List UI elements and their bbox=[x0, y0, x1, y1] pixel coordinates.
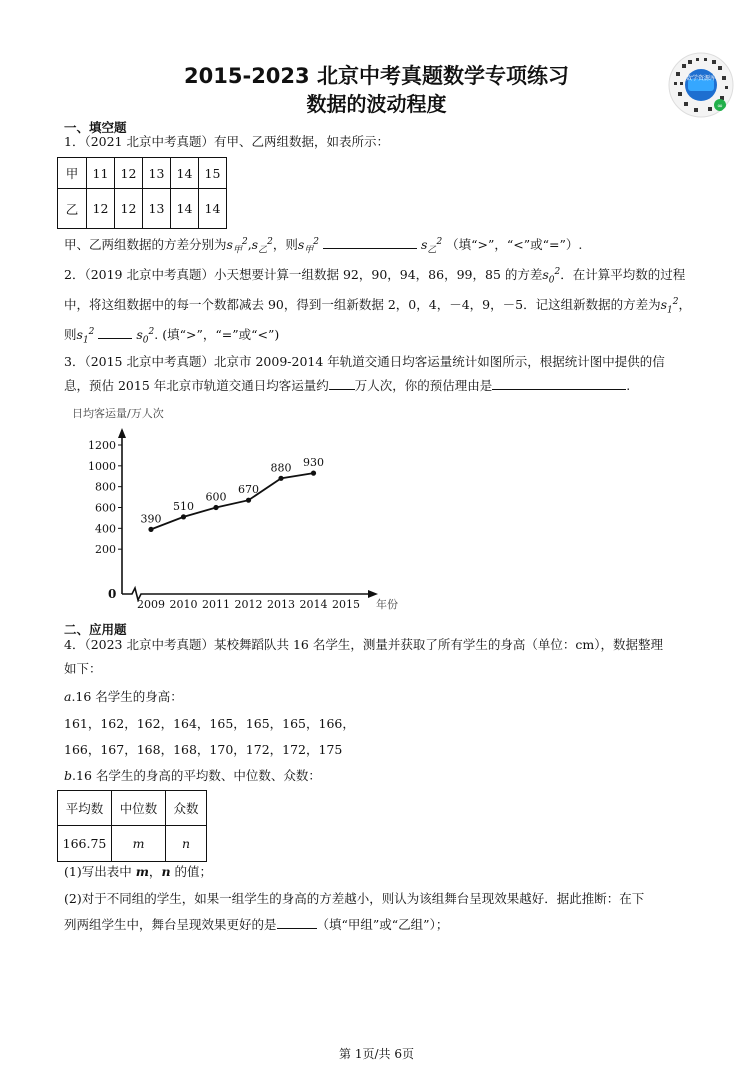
q2-text: 则 bbox=[64, 327, 77, 343]
q4-heights-1: 161，162，162，164，165，165，165，166， bbox=[64, 716, 355, 731]
y-tick-label: 1200 bbox=[88, 439, 116, 452]
q2-line-2 bbox=[64, 293, 691, 320]
item-text: .16 名学生的身高的平均数、中位数、众数： bbox=[72, 768, 321, 783]
q4-text: （填“甲组”或“乙组”）； bbox=[316, 917, 449, 932]
table-cell: n bbox=[166, 826, 207, 862]
q3-text: . bbox=[626, 378, 631, 393]
q4-line-2: 如下： bbox=[64, 661, 102, 676]
math-s0-sq: $s_0^2$ bbox=[542, 267, 561, 286]
q4-text: 列两组学生中，舞台呈现效果更好的是 bbox=[64, 917, 277, 932]
q4-stats-table bbox=[57, 790, 207, 862]
data-point bbox=[148, 527, 153, 532]
q4-heights-2: 166，167，168，168，170，172，172，175 bbox=[64, 742, 343, 757]
q4-item-a bbox=[64, 688, 183, 706]
q2-text: . (填“>”，“=”或“<”) bbox=[154, 327, 280, 343]
data-label: 670 bbox=[238, 483, 259, 497]
q2-text: 中，将这组数据中的每一个数都减去 90，得到一组新数据 2，0，4，－4，9，－5．记这组新数据的方差为 bbox=[64, 297, 661, 313]
table-cell: 11 bbox=[87, 158, 115, 189]
y-tick-label: 800 bbox=[95, 480, 116, 494]
item-label: b bbox=[64, 768, 73, 783]
item-text: .16 名学生的身高： bbox=[71, 689, 183, 704]
data-point bbox=[311, 471, 316, 476]
x-tick-label: 2011 bbox=[202, 598, 230, 611]
q1-data-table bbox=[57, 157, 227, 229]
q4-line-1: 4．（2023 北京中考真题）某校舞蹈队共 16 名学生，测量并获取了所有学生的身高（单位：cm），数据整理 bbox=[64, 637, 663, 652]
table-cell: 12 bbox=[115, 189, 143, 229]
x-tick-label: 2014 bbox=[299, 598, 328, 611]
section-heading-application: 二、应用题 bbox=[64, 622, 127, 637]
table-cell: 13 bbox=[143, 158, 171, 189]
q2-text: ， bbox=[678, 297, 691, 313]
q1-question-line: 甲、乙两组数据的方差分别为$s_甲^2,s_乙^2$，则$s_甲^2$ $s_乙^2$ （填“>”，“<”或“=”）. bbox=[64, 237, 583, 256]
data-label: 600 bbox=[205, 490, 227, 504]
math-s0-sq-2: $s_0^2$ bbox=[136, 327, 155, 346]
q1-row-yi bbox=[58, 189, 227, 229]
q1-text-c: （填“>”，“<”或“=”）. bbox=[446, 237, 583, 253]
q2-line-3 bbox=[64, 323, 279, 350]
ridership-line-chart bbox=[60, 400, 420, 620]
table-cell: 14 bbox=[171, 189, 199, 229]
page-number: 第 1页/共 6页 bbox=[339, 1047, 414, 1061]
table-cell: 14 bbox=[199, 189, 227, 229]
q4-text: 的值； bbox=[170, 864, 213, 879]
math-s-yi-sq: $s_乙^2$ bbox=[251, 237, 273, 256]
table-cell: m bbox=[112, 826, 166, 862]
math-s1-sq: $s_1^2$ bbox=[660, 297, 679, 316]
data-point bbox=[278, 476, 283, 481]
table-cell: 甲 bbox=[58, 158, 87, 189]
y-tick-label: 1000 bbox=[88, 459, 116, 473]
y-axis-label: 日均客运量/万人次 bbox=[72, 407, 164, 420]
x-tick-label: 2015 bbox=[332, 598, 360, 611]
q4-text: (1)写出表中 bbox=[64, 864, 136, 879]
y-tick-label: 400 bbox=[95, 522, 116, 536]
q3-line-1: 3．（2015 北京中考真题）北京市 2009-2014 年轨道交通日均客运量统计如图所示，根据统计图中提供的信 bbox=[64, 354, 665, 369]
q1-stem: 1．（2021 北京中考真题）有甲、乙两组数据，如表所示： bbox=[64, 134, 389, 149]
x-tick-label: 2012 bbox=[234, 598, 263, 611]
x-axis-arrow bbox=[368, 590, 378, 598]
math-n: n bbox=[161, 864, 171, 879]
q3-line-2 bbox=[64, 377, 630, 395]
item-label: a bbox=[64, 689, 72, 704]
table-cell: 13 bbox=[143, 189, 171, 229]
y-tick-label: 600 bbox=[95, 501, 116, 515]
q2-answer-blank[interactable] bbox=[98, 326, 132, 339]
svg-text:∞: ∞ bbox=[717, 102, 723, 110]
data-label: 880 bbox=[270, 461, 292, 475]
q4-sub-1 bbox=[64, 863, 212, 881]
q3-text: 万人次，你的预估理由是 bbox=[354, 378, 493, 393]
page-subtitle: 数据的波动程度 bbox=[306, 92, 447, 116]
q2-text: ．在计算平均数的过程 bbox=[560, 267, 686, 283]
q3-reason-blank[interactable] bbox=[492, 377, 626, 390]
table-cell: 14 bbox=[171, 158, 199, 189]
q3-estimate-blank[interactable] bbox=[329, 377, 355, 390]
q4-sub-2-line-2 bbox=[64, 916, 448, 934]
data-label: 510 bbox=[173, 499, 194, 513]
q3-text: 息，预估 2015 年北京市轨道交通日均客运量约 bbox=[64, 378, 329, 393]
table-cell: 166.75 bbox=[58, 826, 112, 862]
table-header-cell: 平均数 bbox=[58, 791, 112, 826]
q2-line-1 bbox=[64, 263, 685, 290]
table-cell: 15 bbox=[199, 158, 227, 189]
math-s-jia-sq-2: $s_甲^2$ bbox=[297, 237, 320, 256]
x-tick-label: 2010 bbox=[169, 598, 198, 611]
section-heading-fill-blank: 一、填空题 bbox=[64, 120, 127, 135]
x-axis-label: 年份 bbox=[376, 598, 398, 611]
x-tick-label: 2013 bbox=[267, 598, 295, 611]
y-tick-label: 200 bbox=[95, 543, 116, 557]
q1-text-b: ，则 bbox=[272, 237, 298, 253]
q4-sub-2-line-1: (2)对于不同组的学生，如果一组学生的身高的方差越小，则认为该组舞台呈现效果越好．据此推断：在下 bbox=[64, 891, 645, 906]
table-header-cell: 众数 bbox=[166, 791, 207, 826]
data-point bbox=[181, 514, 186, 519]
q2-text: 2．（2019 北京中考真题）小天想要计算一组数据 92，90，94，86，99，85 的方差 bbox=[64, 267, 543, 283]
qr-code-logo bbox=[668, 52, 734, 118]
table-cell: 乙 bbox=[58, 189, 87, 229]
q1-row-jia bbox=[58, 158, 227, 189]
math-s-yi-sq-2: $s_乙^2$ bbox=[421, 237, 443, 256]
table-row bbox=[58, 826, 207, 862]
table-cell: 12 bbox=[115, 158, 143, 189]
page-title: 2015-2023 北京中考真题数学专项练习 bbox=[184, 64, 569, 88]
q4-answer-blank[interactable] bbox=[277, 916, 317, 929]
origin-label: 0 bbox=[108, 587, 117, 601]
data-label: 930 bbox=[303, 456, 324, 470]
qr-badge-text: 数学资源库 bbox=[685, 75, 716, 82]
y-axis-arrow bbox=[118, 428, 126, 438]
data-point bbox=[213, 505, 218, 510]
math-s-jia-sq: $s_甲^2$ bbox=[226, 237, 248, 256]
q1-text-a: 甲、乙两组数据的方差分别为 bbox=[64, 237, 227, 253]
data-label: 390 bbox=[140, 512, 162, 526]
x-tick-label: 2009 bbox=[137, 598, 165, 611]
table-row bbox=[58, 791, 207, 826]
math-s1-sq-2: $s_1^2$ bbox=[76, 327, 95, 346]
q1-answer-blank[interactable] bbox=[323, 236, 417, 249]
data-point bbox=[246, 498, 251, 503]
table-cell: 12 bbox=[87, 189, 115, 229]
math-m: m bbox=[135, 864, 149, 879]
q4-item-b bbox=[64, 767, 321, 785]
table-header-cell: 中位数 bbox=[112, 791, 166, 826]
q4-text: ， bbox=[148, 864, 162, 879]
